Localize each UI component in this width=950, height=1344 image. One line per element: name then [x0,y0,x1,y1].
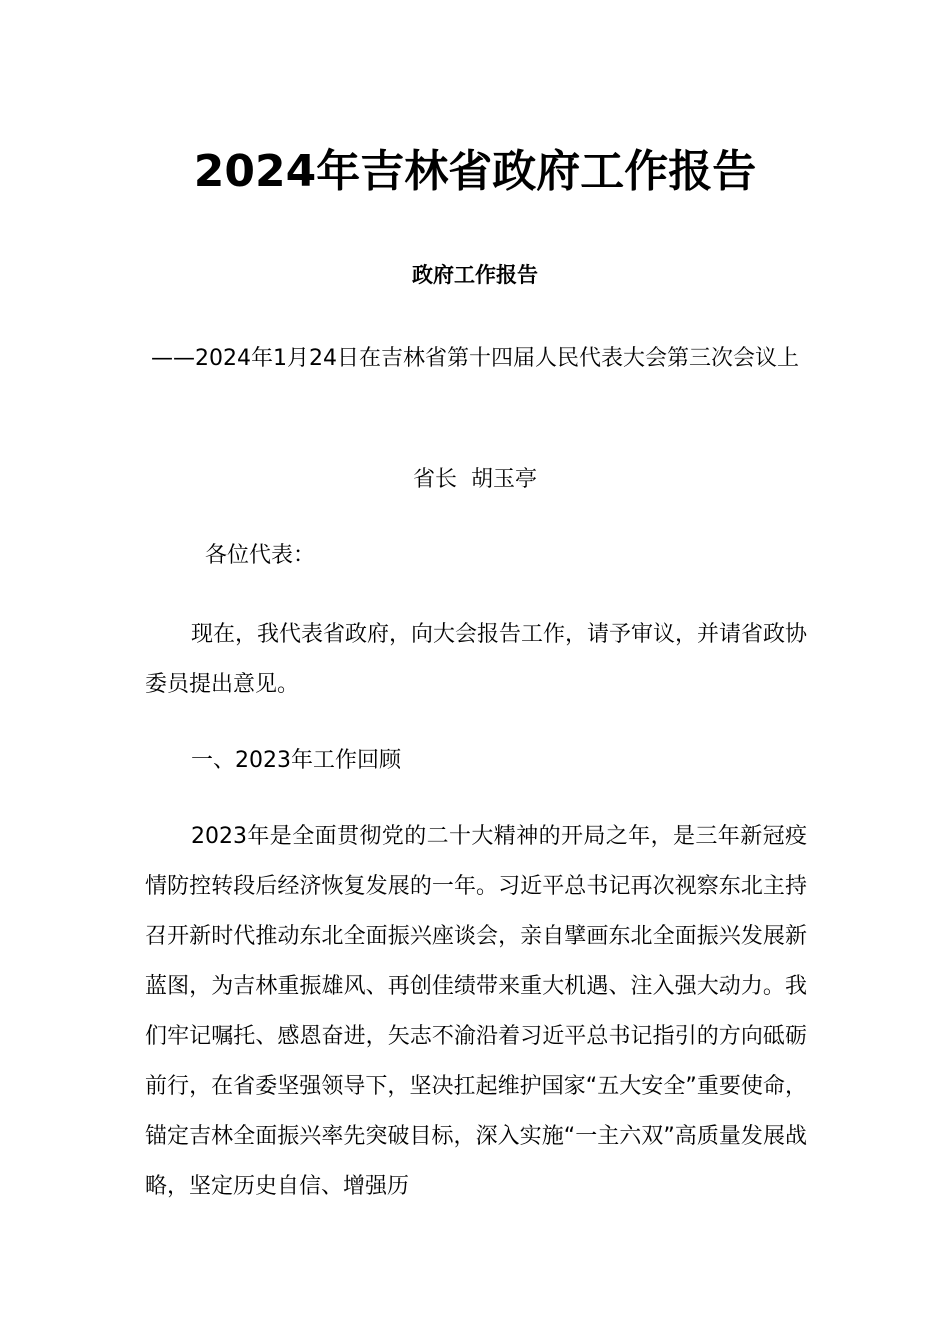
paragraph-review-body: 2023年是全面贯彻党的二十大精神的开局之年，是三年新冠疫情防控转段后经济恢复发展的一年。习近平总书记再次视察东北主持召开新时代推动东北全面振兴座谈会，亲自擘画东北全面振兴发展新蓝图，为吉林重振雄风、再创佳绩带来重大机遇、注入强大动力。我们牢记嘱托、感恩奋进，矢志不渝沿着习近平总书记指引的方向砥砺前行，在省委坚强领导下，坚决扛起维护国家“五大安全”重要使命，锚定吉林全面振兴率先突破目标，深入实施“一主六双”高质量发展战略，坚定历史自信、增强历 [145,824,807,1199]
section-heading-review: 一、2023年工作回顾 [191,748,401,773]
document-subtitle: 政府工作报告 [412,263,538,287]
document-title: 2024年吉林省政府工作报告 [193,146,757,197]
document-dateline: ——2024年1月24日在吉林省第十四届人民代表大会第三次会议上 [151,346,799,371]
paragraph-opening: 现在，我代表省政府，向大会报告工作，请予审议，并请省政协委员提出意见。 [145,622,808,697]
document-salutation: 各位代表： [205,543,316,568]
document-author: 省长 胡玉亭 [413,467,537,492]
